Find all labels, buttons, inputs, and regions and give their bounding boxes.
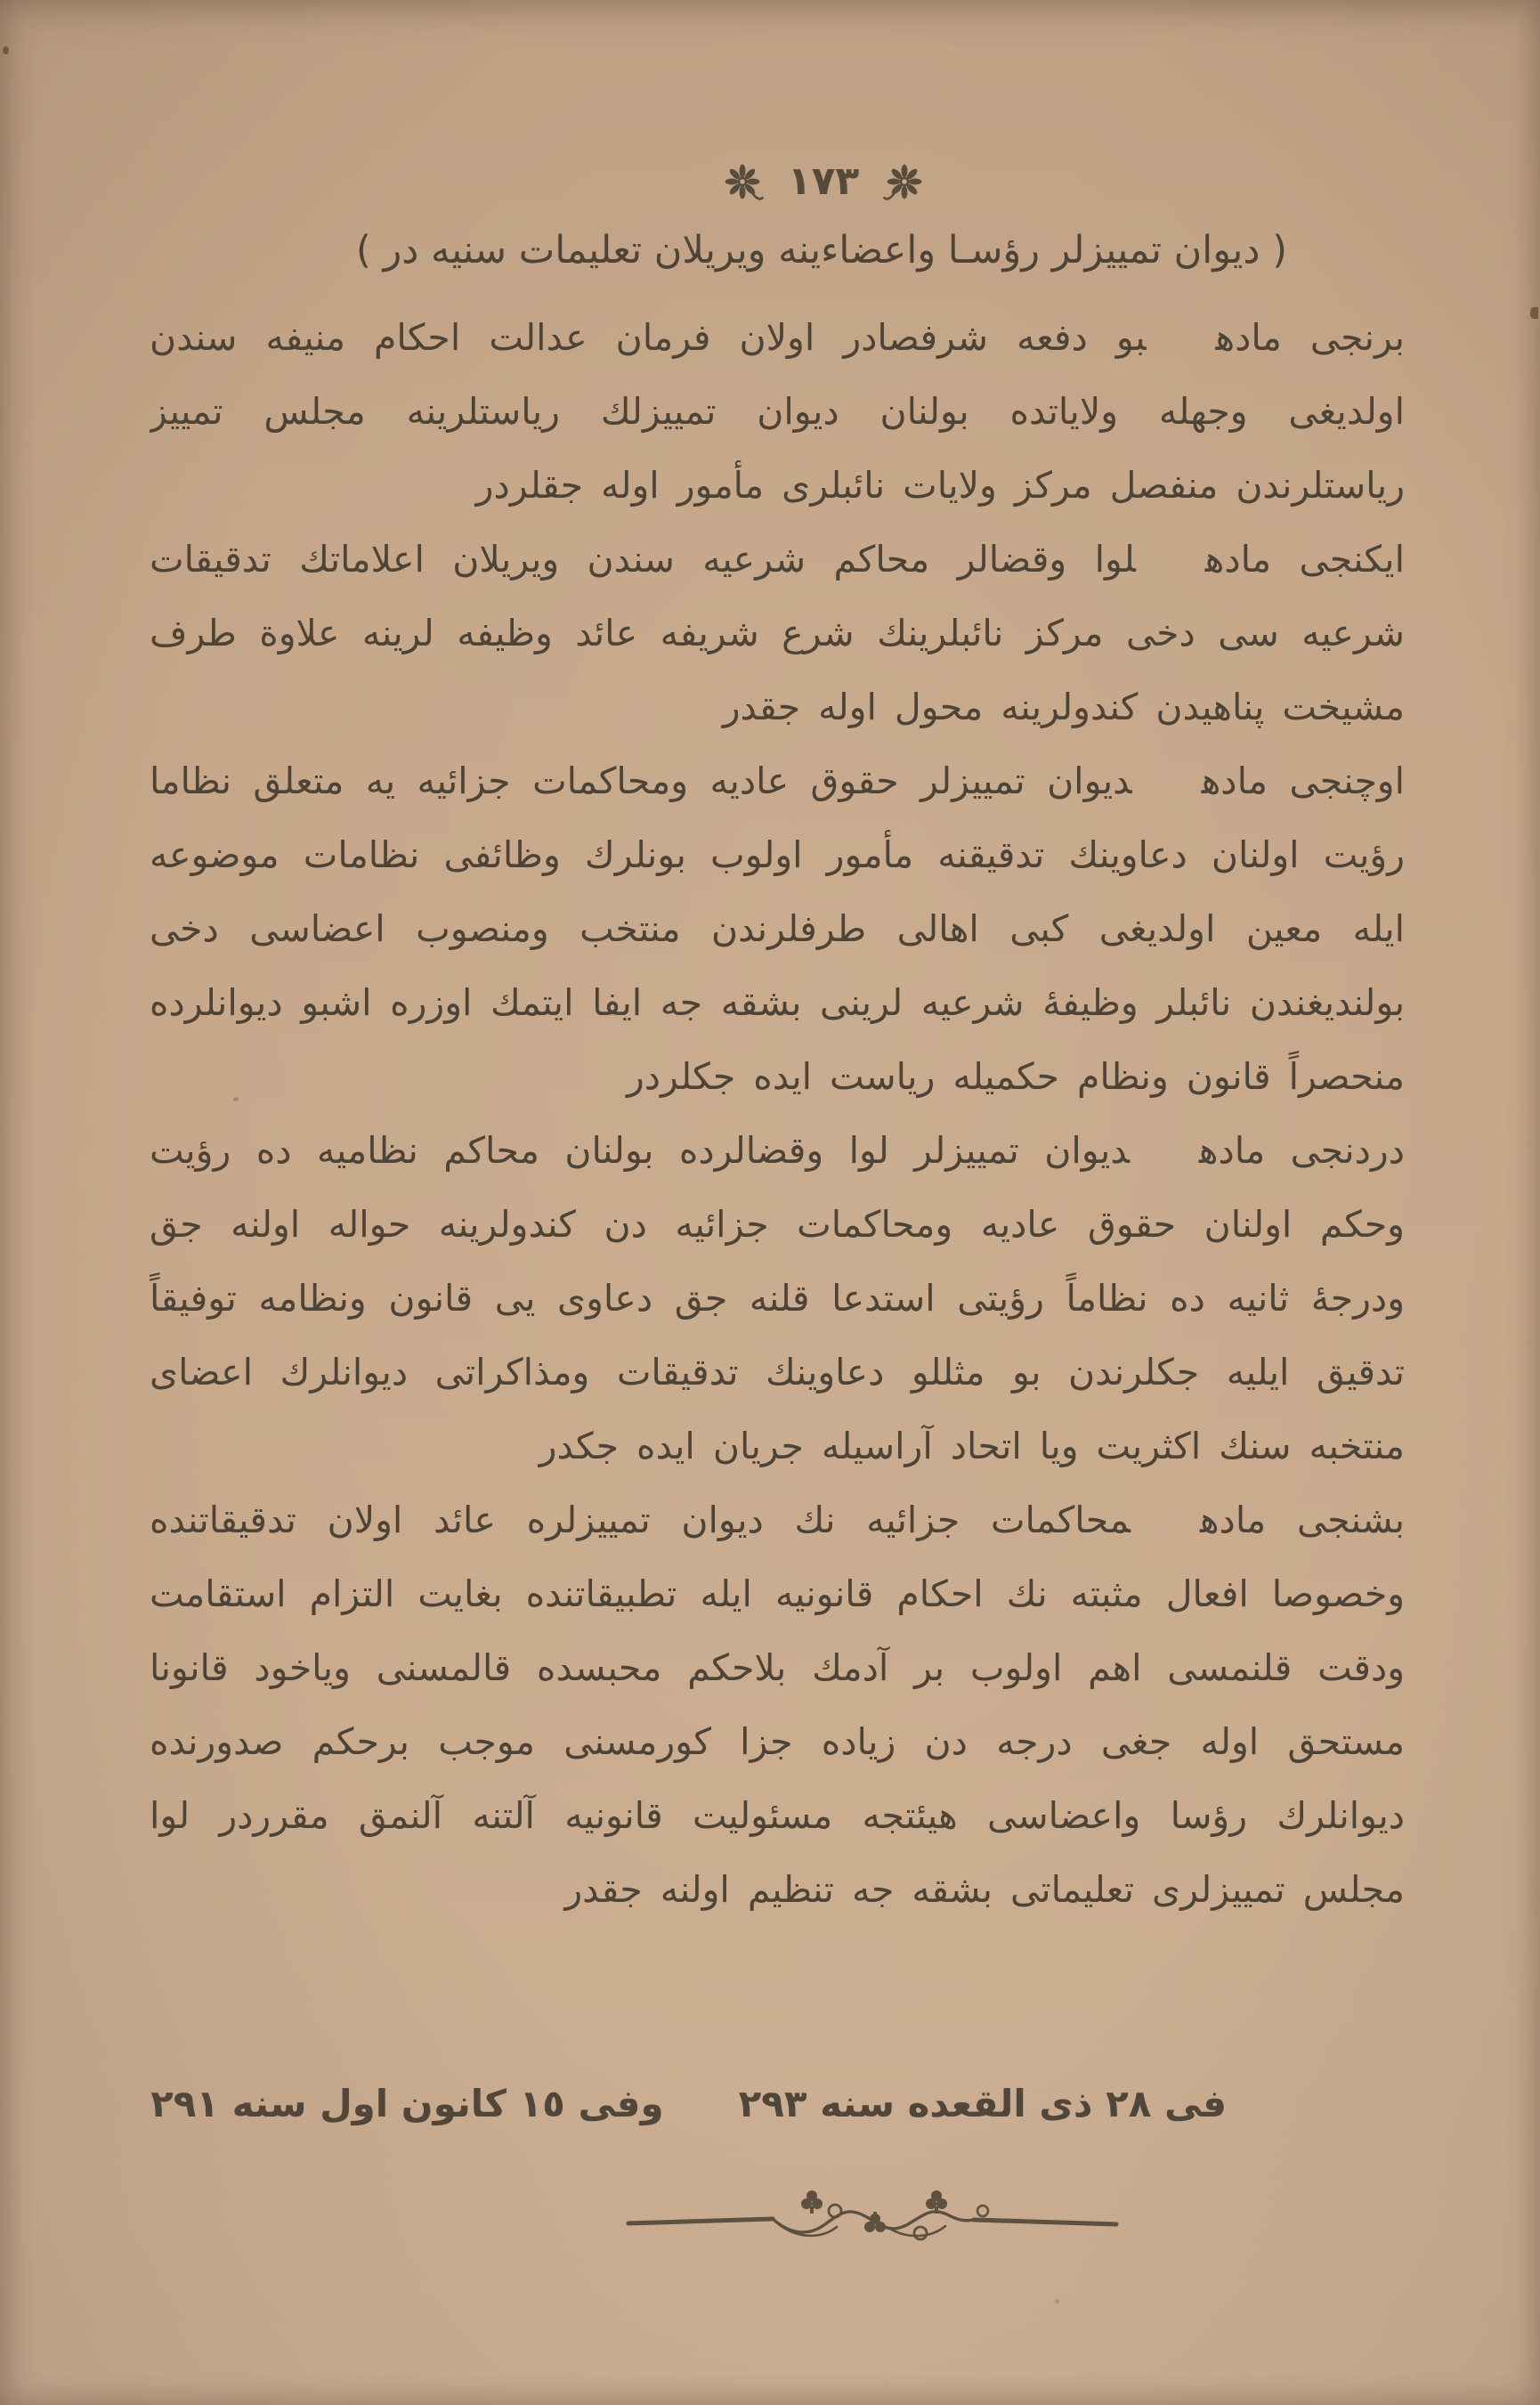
article-paragraph [150, 301, 1405, 523]
scan-blemish [3, 46, 9, 54]
floral-asterisk-icon [722, 161, 763, 202]
articles [150, 301, 1405, 2082]
article-text: دیوان تمییزلر لوا وقضالرده بولنان محاکم نظامیه ده رؤیت وحکم اولنان حقوق عادیه ومحاکمات جزائیه دن کندولرینه حواله اولنه جق ودرجهٔ ثانیه ده نظاماً رؤیتی استدعا قلنه جق دعاوی یی قانون ونظامه توفیقاً تدقیق ایلیه جکلرندن بو مثللو دعاوینك تدقیقات ومذاکراتی دیوانلرك اعضای منتخبه سنك اکثریت ویا اتحاد آراسیله جریان ایده جکدر [150, 1129, 1405, 1467]
article-label: اوچنجی ماده [1201, 760, 1405, 802]
scrollwork-divider-icon [623, 2183, 1122, 2253]
date-hijri: فی ٢٨ ذی القعده سنه ٢٩٣ [738, 2082, 1227, 2125]
scan-blemish [1530, 307, 1538, 319]
article-paragraph [150, 744, 1405, 1114]
date-line [150, 2082, 1227, 2125]
article-label: ایکنجی ماده [1204, 538, 1405, 581]
document-title: ( دیوان تمییزلر رؤسـا واعضاءینه ویریلان تعلیمات سنیه در ) [356, 228, 1287, 272]
article-text: دیوان تمییزلر حقوق عادیه ومحاکمات جزائیه یه متعلق نظاما رؤیت اولنان دعاوینك تدقیقنه مأمور اولوب بونلرك وظائفی نظامات موضوعه ایله معین اولدیغی کبی اهالی طرفلرندن منتخب ومنصوب اعضاسی دخی بولندیغندن نائبلر وظیفهٔ شرعیه لرینی بشقه جه ایفا ایتمك اوزره اشبو دیوانلرده منحصراً قانون ونظام حکمیله ریاست ایده جکلردر [150, 760, 1405, 1098]
article-label: برنجی ماده [1215, 316, 1405, 359]
article-label: بشنجی ماده [1199, 1499, 1405, 1541]
article-paragraph [150, 1114, 1405, 1483]
tailpiece-row [623, 2183, 1122, 2256]
floral-asterisk-icon [884, 161, 925, 202]
page-number-row [53, 158, 1540, 204]
article-text: لوا وقضالر محاکم شرعیه سندن ویریلان اعلاماتك تدقیقات شرعیه سی دخی مرکز نائبلرینك شرع شریفه عائد وظیفه لرینه علاوة طرف مشیخت پناهیدن کندولرینه محول اوله جقدر [150, 538, 1405, 728]
page-number: ١٧٣ [787, 158, 860, 204]
date-rumi: وفی ١٥ کانون اول سنه ٢٩١ [150, 2082, 664, 2125]
article-text: محاکمات جزائیه نك دیوان تمییزلره عائد اولان تدقیقاتنده وخصوصا افعال مثبته نك احکام قانونیه ایله تطبیقاتنده بغایت التزام استقامت ودقت قلنمسی اهم اولوب بر آدمك بلاحکم محبسده قالمسنی ویاخود قانونا مستحق اوله جغی درجه دن زیاده جزا کورمسنی موجب برحکم صدورنده دیوانلرك رؤسا واعضاسی هیئتجه مسئولیت قانونیه آلتنه آلنمق مقرردر لوا مجلس تمییزلری تعلیماتی بشقه جه تنظیم اولنه جقدر [150, 1499, 1405, 1911]
article-paragraph [150, 1483, 1405, 1927]
article-text: بو دفعه شرفصادر اولان فرمان عدالت احکام منیفه سندن اولدیغی وجهله ولایاتده بولنان دیوان تمییزلك ریاستلرینه مجلس تمییز ریاستلرندن منفصل مرکز ولایات نائبلری مأمور اوله جقلردر [150, 316, 1405, 507]
scan-blemish [1055, 2299, 1059, 2303]
article-paragraph [150, 523, 1405, 744]
article-label: دردنجی ماده [1198, 1129, 1405, 1172]
